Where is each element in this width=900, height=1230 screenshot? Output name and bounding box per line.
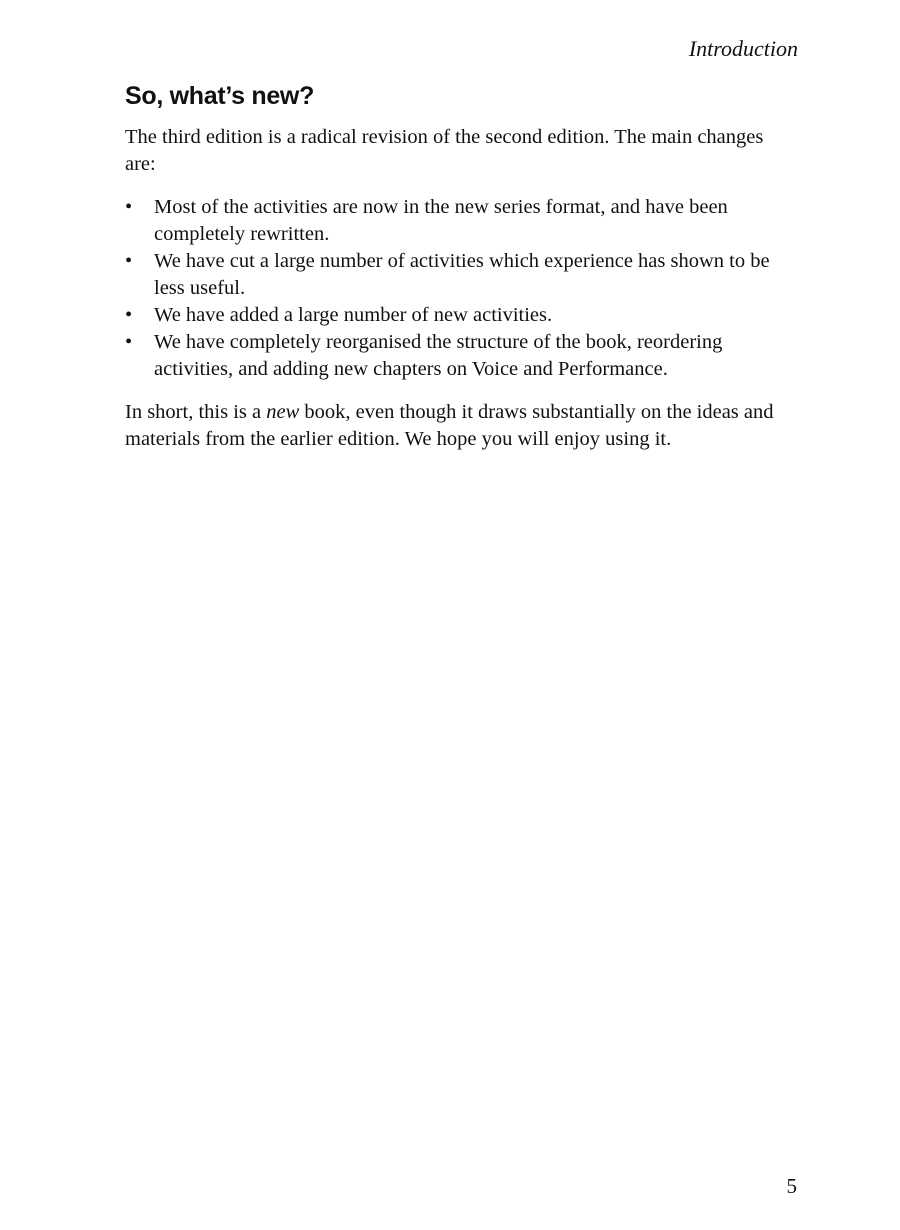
closing-emphasis: new: [266, 401, 300, 423]
section-heading: So, what’s new?: [125, 82, 315, 110]
changes-list: [125, 194, 785, 383]
running-head: Introduction: [688, 36, 798, 61]
list-item: [125, 194, 785, 248]
bullet-icon: •: [125, 304, 133, 326]
list-item-text: We have completely reorganised the structure of the book, reordering activities, and adding new chapters on Voice and Performance.: [154, 331, 723, 380]
bullet-icon: •: [125, 331, 133, 353]
list-item: [125, 248, 785, 302]
bullet-icon: •: [125, 250, 133, 272]
page-number: 5: [786, 1174, 797, 1198]
list-item-text: Most of the activities are now in the new series format, and have been completely rewritten.: [154, 196, 728, 245]
page-content: [125, 80, 785, 453]
list-item-text: We have cut a large number of activities which experience has shown to be less useful.: [154, 250, 770, 299]
intro-paragraph: The third edition is a radical revision of the second edition. The main changes are:: [125, 126, 764, 175]
closing-text-end: book, even though it draws substantially on the ideas and materials from the earlier edition. We hope you will enjoy using it.: [125, 401, 774, 450]
bullet-icon: •: [125, 196, 133, 218]
list-item: [125, 302, 785, 329]
list-item-text: We have added a large number of new activities.: [154, 304, 553, 326]
closing-paragraph: [125, 399, 785, 453]
closing-text-start: In short, this is a: [125, 401, 267, 423]
list-item: [125, 329, 785, 383]
